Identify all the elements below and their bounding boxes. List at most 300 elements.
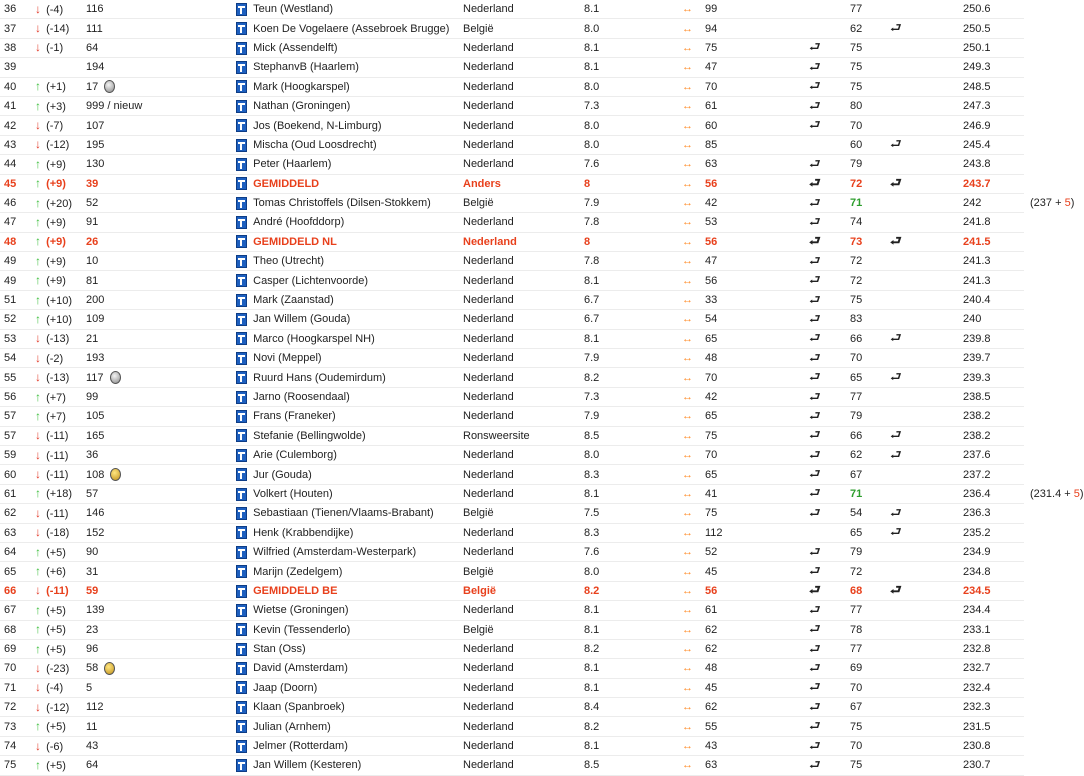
- change-value: (-12): [46, 139, 70, 152]
- change-value: (+7): [46, 391, 66, 404]
- previous-rank: 10: [86, 255, 99, 268]
- name-cell[interactable]: [232, 717, 459, 736]
- s2-cell: 71: [846, 484, 886, 503]
- table-row[interactable]: [0, 135, 1024, 154]
- return2-cell: [886, 368, 959, 387]
- rank-cell: 62: [0, 504, 29, 523]
- table-row[interactable]: [0, 290, 1024, 309]
- return2-cell: [886, 445, 959, 464]
- left-right-arrows-icon: ↔: [682, 138, 693, 151]
- table-row[interactable]: [0, 19, 1024, 38]
- swap-cell: [678, 38, 701, 57]
- rank-cell: 66: [0, 581, 29, 600]
- s2-cell: 68: [846, 581, 886, 600]
- return-arrow-icon: ⮐: [809, 563, 821, 579]
- total-cell: 240: [959, 310, 1024, 329]
- player-name[interactable]: Wietse (Groningen): [253, 604, 349, 617]
- player-name[interactable]: Peter (Haarlem): [253, 158, 332, 171]
- player-name[interactable]: Henk (Krabbendijke): [253, 526, 354, 539]
- change-cell: [29, 38, 82, 57]
- country-cell: België: [459, 504, 580, 523]
- change-cell: [29, 77, 82, 96]
- score-cell: 8: [580, 174, 678, 193]
- return2-cell: [886, 504, 959, 523]
- name-cell[interactable]: [232, 678, 459, 697]
- rank-cell: 63: [0, 523, 29, 542]
- country-cell: Nederland: [459, 38, 580, 57]
- player-name[interactable]: Tomas Christoffels (Dilsen-Stokkem): [253, 197, 431, 210]
- name-cell[interactable]: [232, 310, 459, 329]
- name-cell[interactable]: [232, 155, 459, 174]
- return-arrow-icon: ⮐: [809, 213, 821, 229]
- name-cell[interactable]: [232, 698, 459, 717]
- return1-cell: [805, 368, 846, 387]
- s2-cell: 65: [846, 368, 886, 387]
- table-row[interactable]: [0, 329, 1024, 348]
- player-name[interactable]: David (Amsterdam): [253, 662, 348, 675]
- previous-rank-cell: [82, 756, 232, 775]
- table-row[interactable]: [0, 193, 1024, 212]
- swap-cell: [678, 639, 701, 658]
- name-cell[interactable]: [232, 504, 459, 523]
- s2-cell: 65: [846, 523, 886, 542]
- name-cell[interactable]: [232, 387, 459, 406]
- previous-rank: 91: [86, 216, 99, 229]
- change-value: (+9): [46, 178, 66, 191]
- return-arrow-icon: ⮐: [809, 252, 821, 268]
- previous-rank-cell: [82, 368, 232, 387]
- change-value: (-13): [46, 372, 70, 385]
- name-cell[interactable]: [232, 252, 459, 271]
- rank-cell: 55: [0, 368, 29, 387]
- previous-rank: 90: [86, 546, 99, 559]
- s1-cell: 47: [701, 252, 805, 271]
- s1-cell: 48: [701, 659, 805, 678]
- name-cell[interactable]: [232, 542, 459, 561]
- player-name[interactable]: Kevin (Tessenderlo): [253, 623, 351, 636]
- left-right-arrows-icon: ↔: [682, 740, 693, 753]
- table-row[interactable]: [0, 96, 1024, 115]
- player-name[interactable]: Jur (Gouda): [253, 468, 312, 481]
- s1-cell: 75: [701, 504, 805, 523]
- left-right-arrows-icon: ↔: [682, 216, 693, 229]
- name-cell[interactable]: [232, 639, 459, 658]
- return-arrow-icon: ⮐: [890, 524, 902, 540]
- player-name[interactable]: Jaap (Doorn): [253, 681, 318, 694]
- name-cell[interactable]: [232, 19, 459, 38]
- change-value: (+9): [46, 158, 66, 171]
- return-arrow-icon: ⮐: [809, 407, 821, 423]
- s2-cell: 74: [846, 213, 886, 232]
- table-row[interactable]: [0, 271, 1024, 290]
- s2-cell: 78: [846, 620, 886, 639]
- flag-icon: [236, 410, 247, 423]
- return2-cell: [886, 698, 959, 717]
- name-cell[interactable]: [232, 174, 459, 193]
- flag-icon: [236, 274, 247, 287]
- score-cell: 8.2: [580, 717, 678, 736]
- flag-icon: [236, 391, 247, 404]
- change-value: (+5): [46, 624, 66, 637]
- flag-icon: [236, 61, 247, 74]
- table-row[interactable]: [0, 756, 1024, 775]
- change-cell: [29, 698, 82, 717]
- name-cell[interactable]: [232, 96, 459, 115]
- return-arrow-icon: ⮐: [809, 97, 821, 113]
- flag-icon: [236, 720, 247, 733]
- table-row[interactable]: [0, 368, 1024, 387]
- swap-cell: [678, 698, 701, 717]
- name-cell[interactable]: [232, 193, 459, 212]
- player-name[interactable]: Nathan (Groningen): [253, 100, 351, 113]
- player-name[interactable]: GEMIDDELD: [253, 177, 320, 190]
- previous-rank: 39: [86, 177, 99, 190]
- name-cell[interactable]: [232, 232, 459, 251]
- rank-cell: 49: [0, 252, 29, 271]
- arrow-down-icon: ↓: [35, 467, 41, 482]
- score-cell: 8.1: [580, 58, 678, 77]
- return1-cell: [805, 349, 846, 368]
- previous-rank: 64: [86, 759, 99, 772]
- name-cell[interactable]: [232, 407, 459, 426]
- left-right-arrows-icon: ↔: [682, 410, 693, 423]
- table-row[interactable]: [0, 659, 1024, 678]
- change-value: (+5): [46, 546, 66, 559]
- player-name[interactable]: Jan Willem (Gouda): [253, 313, 351, 326]
- change-value: (-18): [46, 527, 70, 540]
- change-cell: [29, 523, 82, 542]
- table-row[interactable]: [0, 445, 1024, 464]
- name-cell[interactable]: [232, 659, 459, 678]
- table-row[interactable]: [0, 349, 1024, 368]
- name-cell[interactable]: [232, 38, 459, 57]
- player-name[interactable]: Jarno (Roosendaal): [253, 391, 350, 403]
- table-row[interactable]: [0, 387, 1024, 406]
- s1-cell: 47: [701, 58, 805, 77]
- player-name[interactable]: Sebastiaan (Tienen/Vlaams-Brabant): [253, 507, 434, 520]
- player-name[interactable]: Theo (Utrecht): [253, 255, 325, 268]
- change-cell: [29, 96, 82, 115]
- change-cell: [29, 349, 82, 368]
- bonus-base: 237: [1033, 196, 1053, 209]
- arrow-up-icon: ↑: [35, 641, 41, 656]
- previous-rank-cell: [82, 96, 232, 115]
- table-row[interactable]: [0, 698, 1024, 717]
- score-cell: 8.1: [580, 659, 678, 678]
- return1-cell: [805, 271, 846, 290]
- s1-cell: 70: [701, 445, 805, 464]
- table-row[interactable]: [0, 407, 1024, 426]
- total-cell: 234.9: [959, 542, 1024, 561]
- table-row[interactable]: [0, 465, 1024, 484]
- previous-rank-cell: [82, 639, 232, 658]
- change-value: (-4): [46, 682, 64, 695]
- left-right-arrows-icon: ↔: [682, 429, 693, 442]
- table-row[interactable]: [0, 504, 1024, 523]
- rank-cell: 60: [0, 465, 29, 484]
- player-name[interactable]: GEMIDDELD NL: [253, 235, 337, 248]
- swap-cell: [678, 0, 701, 19]
- country-cell: Nederland: [459, 407, 580, 426]
- return2-cell: [886, 756, 959, 775]
- left-right-arrows-icon: ↔: [682, 720, 693, 733]
- rank-cell: 49: [0, 271, 29, 290]
- name-cell[interactable]: [232, 135, 459, 154]
- return-arrow-icon: ⮐: [890, 369, 902, 385]
- table-row[interactable]: [0, 213, 1024, 232]
- country-cell: België: [459, 19, 580, 38]
- player-name[interactable]: Arie (Culemborg): [253, 449, 337, 462]
- total-cell: 237.6: [959, 445, 1024, 464]
- previous-rank: 59: [86, 584, 99, 597]
- score-cell: 8.1: [580, 620, 678, 639]
- score-cell: 8.1: [580, 678, 678, 697]
- player-name[interactable]: Marijn (Zedelgem): [253, 565, 343, 578]
- change-value: (+10): [46, 313, 73, 326]
- change-cell: [29, 135, 82, 154]
- score-cell: 7.8: [580, 252, 678, 271]
- name-cell[interactable]: [232, 736, 459, 755]
- return-arrow-icon: ⮐: [809, 582, 821, 598]
- name-cell[interactable]: [232, 562, 459, 581]
- name-cell[interactable]: [232, 329, 459, 348]
- player-name[interactable]: Mischa (Oud Loosdrecht): [253, 138, 377, 151]
- name-cell[interactable]: [232, 116, 459, 135]
- s1-cell: 65: [701, 465, 805, 484]
- player-name[interactable]: Stefanie (Bellingwolde): [253, 429, 366, 442]
- name-cell[interactable]: [232, 445, 459, 464]
- player-name[interactable]: Jan Willem (Kesteren): [253, 759, 362, 772]
- flag-icon: [236, 449, 247, 462]
- change-cell: [29, 387, 82, 406]
- player-name[interactable]: Frans (Franeker): [253, 410, 336, 423]
- swap-cell: [678, 659, 701, 678]
- change-cell: [29, 426, 82, 445]
- name-cell[interactable]: [232, 465, 459, 484]
- previous-rank: 152: [86, 526, 105, 539]
- average-row[interactable]: [0, 581, 1024, 600]
- total-cell: 239.3: [959, 368, 1024, 387]
- change-cell: [29, 678, 82, 697]
- score-cell: 8.0: [580, 562, 678, 581]
- flag-icon: [236, 139, 247, 152]
- swap-cell: [678, 19, 701, 38]
- return1-cell: [805, 620, 846, 639]
- return1-cell: [805, 329, 846, 348]
- s1-cell: 61: [701, 96, 805, 115]
- left-right-arrows-icon: ↔: [682, 22, 693, 35]
- change-value: (-4): [46, 3, 64, 16]
- table-row[interactable]: [0, 116, 1024, 135]
- change-value: (-6): [46, 740, 64, 753]
- arrow-down-icon: ↓: [35, 331, 41, 346]
- name-cell[interactable]: [232, 601, 459, 620]
- flag-icon: [236, 235, 247, 248]
- table-row[interactable]: [0, 736, 1024, 755]
- left-right-arrows-icon: ↔: [682, 274, 693, 287]
- name-cell[interactable]: [232, 349, 459, 368]
- player-name[interactable]: Julian (Arnhem): [253, 720, 331, 733]
- arrow-up-icon: ↑: [35, 564, 41, 579]
- player-name[interactable]: Wilfried (Amsterdam-Westerpark): [253, 546, 417, 559]
- change-cell: [29, 155, 82, 174]
- player-name[interactable]: Stan (Oss): [253, 643, 306, 656]
- previous-rank-cell: [82, 465, 232, 484]
- player-name[interactable]: André (Hoofddorp): [253, 216, 345, 229]
- flag-icon: [236, 352, 247, 365]
- name-cell[interactable]: [232, 523, 459, 542]
- table-row[interactable]: [0, 620, 1024, 639]
- left-right-arrows-icon: ↔: [682, 332, 693, 345]
- name-cell[interactable]: [232, 77, 459, 96]
- player-name[interactable]: Mark (Zaanstad): [253, 294, 334, 307]
- swap-cell: [678, 174, 701, 193]
- player-name[interactable]: Jelmer (Rotterdam): [253, 740, 348, 753]
- name-cell[interactable]: [232, 271, 459, 290]
- average-row[interactable]: [0, 232, 1024, 251]
- arrow-down-icon: ↓: [35, 583, 41, 598]
- previous-rank-cell: [82, 58, 232, 77]
- table-row[interactable]: [0, 310, 1024, 329]
- return2-cell: [886, 213, 959, 232]
- table-row[interactable]: [0, 58, 1024, 77]
- s2-cell: 72: [846, 271, 886, 290]
- previous-rank-cell: [82, 155, 232, 174]
- rank-cell: 45: [0, 174, 29, 193]
- return2-cell: [886, 639, 959, 658]
- s2-cell: 72: [846, 174, 886, 193]
- table-row[interactable]: [0, 523, 1024, 542]
- rank-cell: 39: [0, 58, 29, 77]
- player-name[interactable]: Koen De Vogelaere (Assebroek Brugge): [253, 22, 450, 35]
- name-cell[interactable]: [232, 581, 459, 600]
- table-row[interactable]: [0, 155, 1024, 174]
- return-arrow-icon: ⮐: [890, 330, 902, 346]
- change-value: (-2): [46, 352, 64, 365]
- score-cell: 8.1: [580, 484, 678, 503]
- previous-rank-cell: [82, 135, 232, 154]
- return2-cell: [886, 58, 959, 77]
- total-cell: 250.1: [959, 38, 1024, 57]
- table-row[interactable]: [0, 38, 1024, 57]
- country-cell: Nederland: [459, 736, 580, 755]
- return-arrow-icon: ⮐: [809, 427, 821, 443]
- rank-cell: 73: [0, 717, 29, 736]
- player-name[interactable]: Mark (Hoogkarspel): [253, 80, 350, 93]
- previous-rank: 23: [86, 623, 99, 636]
- swap-cell: [678, 213, 701, 232]
- flag-icon: [236, 546, 247, 559]
- change-value: (+9): [46, 255, 66, 268]
- left-right-arrows-icon: ↔: [682, 546, 693, 559]
- table-row[interactable]: [0, 717, 1024, 736]
- name-cell[interactable]: [232, 368, 459, 387]
- player-name[interactable]: StephanvB (Haarlem): [253, 61, 359, 74]
- table-row[interactable]: [0, 484, 1024, 503]
- arrow-down-icon: ↓: [35, 350, 41, 365]
- player-name[interactable]: Teun (Westland): [253, 3, 334, 16]
- name-cell[interactable]: [232, 756, 459, 775]
- previous-rank-cell: [82, 19, 232, 38]
- name-cell[interactable]: [232, 426, 459, 445]
- s1-cell: 45: [701, 678, 805, 697]
- player-name[interactable]: Volkert (Houten): [253, 487, 333, 500]
- left-right-arrows-icon: ↔: [682, 197, 693, 210]
- swap-cell: [678, 310, 701, 329]
- s1-cell: 62: [701, 698, 805, 717]
- left-right-arrows-icon: ↔: [682, 294, 693, 307]
- swap-cell: [678, 329, 701, 348]
- return1-cell: [805, 135, 846, 154]
- table-row[interactable]: [0, 678, 1024, 697]
- player-name[interactable]: Ruurd Hans (Oudemirdum): [253, 371, 386, 384]
- arrow-up-icon: ↑: [35, 486, 41, 501]
- table-row[interactable]: [0, 0, 1024, 19]
- return1-cell: [805, 77, 846, 96]
- total-cell: 249.3: [959, 58, 1024, 77]
- total-cell: 238.5: [959, 387, 1024, 406]
- country-cell: Nederland: [459, 329, 580, 348]
- name-cell[interactable]: [232, 484, 459, 503]
- arrow-up-icon: ↑: [35, 408, 41, 423]
- table-row[interactable]: [0, 601, 1024, 620]
- return-arrow-icon: ⮐: [890, 136, 902, 152]
- rank-cell: 53: [0, 329, 29, 348]
- change-value: (+18): [46, 488, 73, 501]
- s2-cell: 77: [846, 0, 886, 19]
- player-name[interactable]: Mick (Assendelft): [253, 41, 338, 54]
- change-value: (+9): [46, 236, 66, 249]
- s1-cell: 85: [701, 135, 805, 154]
- name-cell[interactable]: [232, 0, 459, 19]
- table-row[interactable]: [0, 77, 1024, 96]
- average-row[interactable]: [0, 174, 1024, 193]
- player-name[interactable]: GEMIDDELD BE: [253, 584, 338, 597]
- change-cell: [29, 445, 82, 464]
- table-row[interactable]: [0, 252, 1024, 271]
- previous-rank: 26: [86, 235, 99, 248]
- score-cell: 8.3: [580, 523, 678, 542]
- change-value: (+7): [46, 410, 66, 423]
- name-cell[interactable]: [232, 290, 459, 309]
- table-row[interactable]: [0, 426, 1024, 445]
- name-cell[interactable]: [232, 213, 459, 232]
- left-right-arrows-icon: ↔: [682, 158, 693, 171]
- return1-cell: [805, 174, 846, 193]
- table-row[interactable]: [0, 639, 1024, 658]
- s2-cell: 70: [846, 736, 886, 755]
- name-cell[interactable]: [232, 58, 459, 77]
- change-cell: [29, 562, 82, 581]
- player-name[interactable]: Casper (Lichtenvoorde): [253, 274, 369, 287]
- previous-rank: 52: [86, 197, 99, 210]
- player-name[interactable]: Marco (Hoogkarspel NH): [253, 332, 375, 345]
- player-name[interactable]: Klaan (Spanbroek): [253, 701, 345, 714]
- s2-cell: 66: [846, 426, 886, 445]
- player-name[interactable]: Jos (Boekend, N-Limburg): [253, 119, 382, 132]
- arrow-down-icon: ↓: [35, 118, 41, 133]
- table-row[interactable]: [0, 542, 1024, 561]
- score-cell: 8.0: [580, 19, 678, 38]
- change-cell: [29, 116, 82, 135]
- player-name[interactable]: Novi (Meppel): [253, 352, 322, 365]
- country-cell: Nederland: [459, 698, 580, 717]
- table-row[interactable]: [0, 562, 1024, 581]
- change-value: (+20): [46, 197, 73, 210]
- change-cell: [29, 310, 82, 329]
- name-cell[interactable]: [232, 620, 459, 639]
- previous-rank-cell: [82, 0, 232, 19]
